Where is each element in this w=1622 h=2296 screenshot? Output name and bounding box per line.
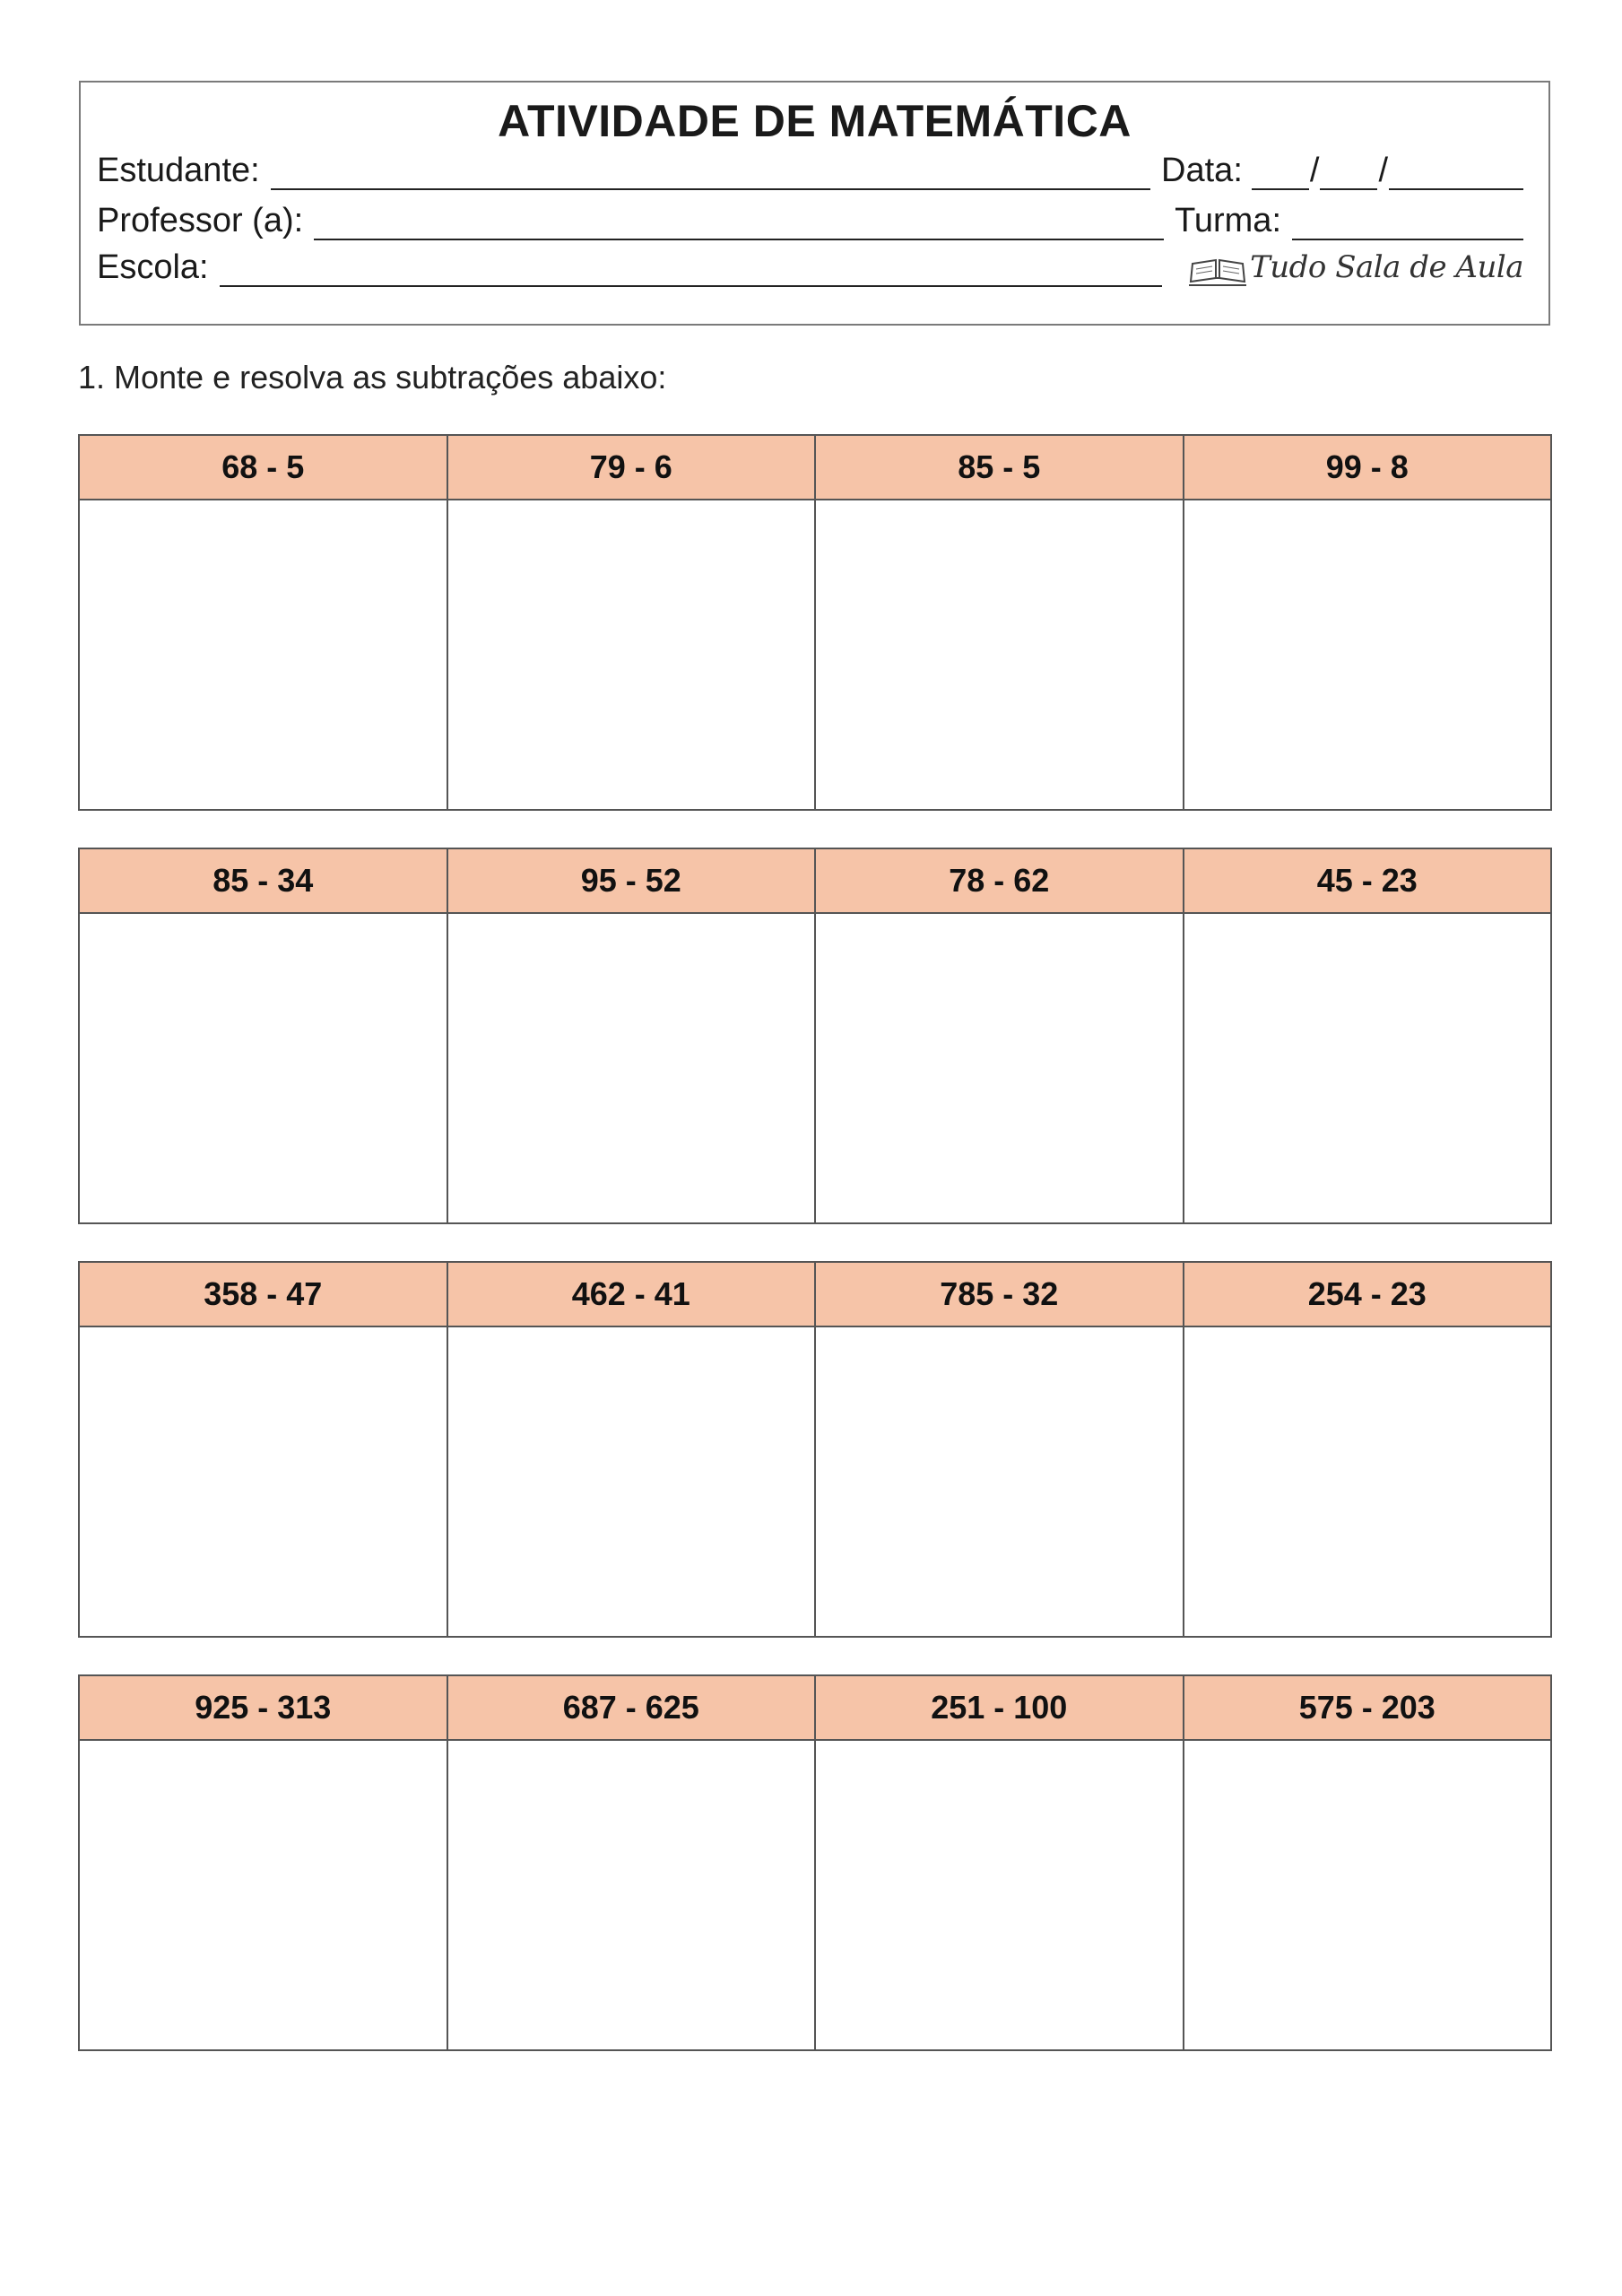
problem-header-row xyxy=(79,1675,1551,1740)
page-title: ATIVIDADE DE MATEMÁTICA xyxy=(498,96,1132,146)
answer-row xyxy=(79,1740,1551,2050)
answer-box[interactable] xyxy=(815,1740,1184,2050)
date-field[interactable] xyxy=(1252,151,1523,190)
header-box xyxy=(79,81,1550,326)
problem-grid-2 xyxy=(78,848,1552,1224)
problem-label: 251 - 100 xyxy=(815,1675,1184,1740)
problem-label: 785 - 32 xyxy=(815,1262,1184,1326)
date-label: Data: xyxy=(1161,152,1243,189)
answer-row xyxy=(79,913,1551,1223)
answer-box[interactable] xyxy=(1184,1740,1552,2050)
answer-box[interactable] xyxy=(447,1740,816,2050)
problem-grid-3 xyxy=(78,1261,1552,1638)
problem-label: 462 - 41 xyxy=(447,1262,816,1326)
problem-grid-1 xyxy=(78,434,1552,811)
answer-box[interactable] xyxy=(815,500,1184,810)
problem-header-row xyxy=(79,1262,1551,1326)
problem-label: 687 - 625 xyxy=(447,1675,816,1740)
answer-box[interactable] xyxy=(1184,500,1552,810)
problem-label: 575 - 203 xyxy=(1184,1675,1552,1740)
answer-box[interactable] xyxy=(1184,1326,1552,1637)
logo-text: Tudo Sala de Aula xyxy=(1250,249,1523,285)
date-year-blank[interactable] xyxy=(1389,156,1523,190)
logo xyxy=(1189,248,1523,287)
answer-box[interactable] xyxy=(447,913,816,1223)
problem-label: 78 - 62 xyxy=(815,848,1184,913)
teacher-name-field[interactable] xyxy=(314,206,1164,240)
answer-box[interactable] xyxy=(815,913,1184,1223)
answer-box[interactable] xyxy=(79,1326,447,1637)
teacher-label: Professor (a): xyxy=(97,202,304,239)
problem-label: 358 - 47 xyxy=(79,1262,447,1326)
student-row xyxy=(97,151,1523,190)
problem-label: 85 - 34 xyxy=(79,848,447,913)
answer-row xyxy=(79,1326,1551,1637)
school-name-field[interactable] xyxy=(220,253,1162,287)
open-book-icon xyxy=(1189,251,1246,287)
answer-box[interactable] xyxy=(79,913,447,1223)
problem-header-row xyxy=(79,848,1551,913)
problem-label: 95 - 52 xyxy=(447,848,816,913)
answer-row xyxy=(79,500,1551,810)
problem-label: 79 - 6 xyxy=(447,435,816,500)
problem-header-row xyxy=(79,435,1551,500)
problem-label: 45 - 23 xyxy=(1184,848,1552,913)
date-slash-1: / xyxy=(1309,152,1320,189)
answer-box[interactable] xyxy=(447,500,816,810)
date-day-blank[interactable] xyxy=(1252,156,1309,190)
problem-grid-4 xyxy=(78,1674,1552,2051)
answer-box[interactable] xyxy=(447,1326,816,1637)
problem-label: 85 - 5 xyxy=(815,435,1184,500)
problem-label: 99 - 8 xyxy=(1184,435,1552,500)
class-field[interactable] xyxy=(1292,206,1523,240)
problem-label: 925 - 313 xyxy=(79,1675,447,1740)
answer-box[interactable] xyxy=(1184,913,1552,1223)
instruction-text: 1. Monte e resolva as subtrações abaixo: xyxy=(78,359,667,396)
date-slash-2: / xyxy=(1378,152,1388,189)
school-label: Escola: xyxy=(97,248,209,286)
school-row xyxy=(97,248,1523,287)
answer-box[interactable] xyxy=(815,1326,1184,1637)
answer-box[interactable] xyxy=(79,1740,447,2050)
class-label: Turma: xyxy=(1175,202,1281,239)
student-name-field[interactable] xyxy=(271,156,1150,190)
student-label: Estudante: xyxy=(97,152,260,189)
problem-label: 68 - 5 xyxy=(79,435,447,500)
problem-label: 254 - 23 xyxy=(1184,1262,1552,1326)
date-month-blank[interactable] xyxy=(1320,156,1377,190)
teacher-row xyxy=(97,201,1523,240)
answer-box[interactable] xyxy=(79,500,447,810)
